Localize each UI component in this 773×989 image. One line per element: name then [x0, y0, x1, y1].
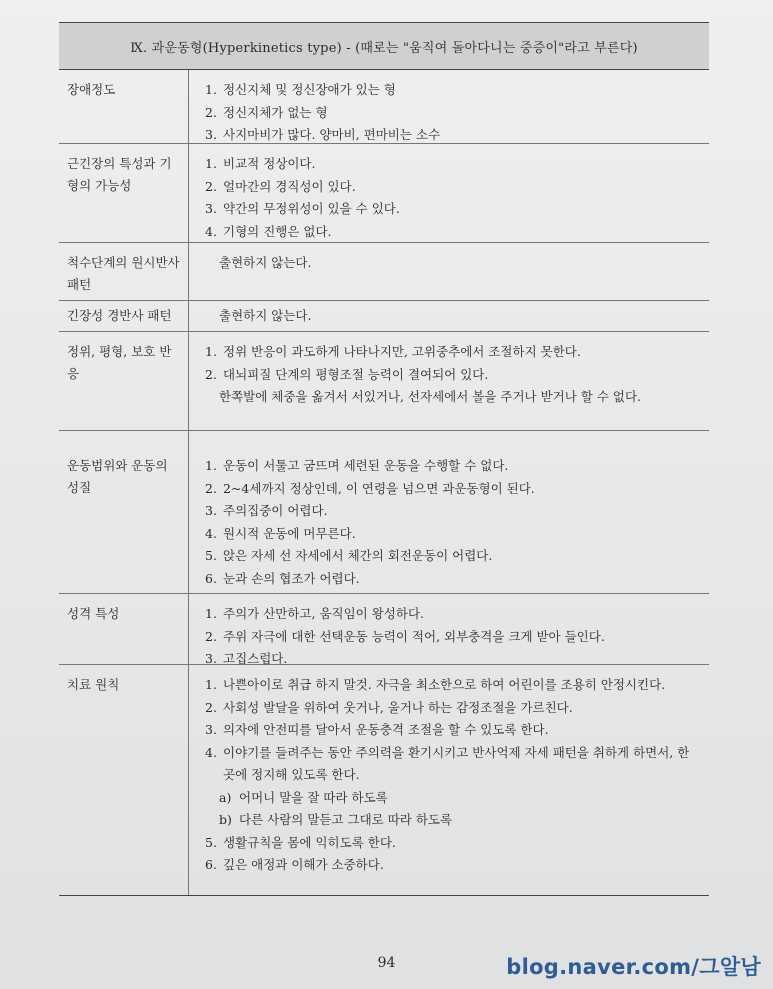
row-label: 장애정도 [59, 70, 189, 143]
item-text: 정신지체가 없는 형 [223, 104, 328, 120]
row-note: 한쪽발에 체중을 옮겨서 서있거나, 선자세에서 볼을 주거나 받거나 할 수 없다. [219, 389, 642, 404]
item-number: 3. [205, 201, 217, 216]
list-item [205, 626, 703, 649]
item-text: 눈과 손의 협조가 어렵다. [223, 570, 360, 586]
item-number: b) [219, 812, 232, 827]
item-number: 5. [205, 834, 217, 850]
item-text: 정위 반응이 과도하게 나타나지만, 고위중추에서 조절하지 못한다. [223, 344, 581, 359]
row-content [189, 332, 709, 430]
item-text: 의자에 안전띠를 달아서 운동충격 조절을 할 수 있도록 한다. [223, 722, 549, 737]
list-item [205, 674, 703, 697]
list-item [205, 102, 703, 125]
list-item [205, 500, 703, 523]
item-number: 2. [205, 104, 217, 120]
item-number: 5. [205, 548, 217, 563]
table-row [59, 431, 709, 594]
row-content [189, 431, 709, 593]
list-item [205, 364, 703, 387]
item-number: 3. [205, 503, 217, 518]
item-number: 3. [205, 127, 217, 142]
item-number: 1. [205, 458, 217, 473]
item-number: 1. [205, 156, 217, 171]
row-label: 척수단계의 원시반사 패턴 [59, 243, 189, 300]
item-text: 앉은 자세 선 자세에서 체간의 회전운동이 어렵다. [223, 548, 493, 563]
row-content [189, 594, 709, 664]
item-number: a) [219, 789, 232, 805]
watermark: blog.naver.com/그알남 [506, 955, 761, 979]
list-item [205, 176, 703, 199]
item-text: 나쁜아이로 취급 하지 말것. 자극을 최소한으로 하여 어린이를 조용히 안정시킨다. [223, 677, 666, 692]
row-text: 출현하지 않는다. [219, 308, 312, 323]
row-label: 근긴장의 특성과 기형의 가능성 [59, 144, 189, 242]
list-item [205, 603, 703, 626]
list-item [205, 478, 703, 501]
item-text: 기형의 진행은 없다. [223, 223, 332, 239]
table-header [59, 23, 709, 70]
item-text: 정신지체 및 정신장애가 있는 형 [223, 82, 396, 97]
list-item [205, 221, 703, 244]
row-content [189, 665, 709, 895]
item-number: 2. [205, 699, 217, 715]
item-number: 6. [205, 570, 217, 586]
item-text: 어머니 말을 잘 따라 하도록 [239, 789, 388, 805]
list-item [205, 523, 703, 546]
item-text: 깊은 애정과 이해가 소중하다. [223, 857, 384, 872]
item-number: 4. [205, 223, 217, 239]
item-number: 3. [205, 722, 217, 737]
item-number: 2. [205, 480, 217, 496]
table-row [59, 332, 709, 431]
list-item [205, 832, 703, 855]
table-row [59, 594, 709, 665]
item-text: 이야기를 들려주는 동안 주의력을 환기시키고 반사억제 자세 패턴을 취하게 하면서, 한 곳에 정지해 있도록 한다. [223, 744, 690, 782]
item-text: 약간의 무정위성이 있을 수 있다. [223, 201, 400, 216]
item-number: 3. [205, 651, 217, 666]
item-text: 생활규칙을 몸에 익히도록 한다. [223, 834, 396, 850]
list-item [205, 568, 703, 591]
table-row [59, 243, 709, 301]
table-row [59, 301, 709, 332]
list-item [205, 341, 703, 364]
row-content [189, 144, 709, 242]
list-item [205, 153, 703, 176]
row-content [189, 70, 709, 143]
item-text: 비교적 정상이다. [223, 156, 316, 171]
item-number: 2. [205, 178, 217, 194]
list-item [205, 79, 703, 102]
list-item [205, 854, 703, 877]
item-text: 고집스럽다. [223, 651, 288, 666]
table-title: Ⅸ. 과운동형(Hyperkinetics type) - (때로는 "움직여 돌아다니는 중증이"라고 부른다) [130, 40, 638, 56]
row-label: 운동범위와 운동의 성질 [59, 431, 189, 593]
item-number: 4. [205, 525, 217, 541]
row-label: 성격 특성 [59, 594, 189, 664]
sub-item [205, 787, 703, 810]
item-number: 2. [205, 628, 217, 644]
item-text: 주위 자극에 대한 선택운동 능력이 적어, 외부충격을 크게 받아 들인다. [223, 628, 605, 644]
item-number: 6. [205, 857, 217, 872]
list-item [205, 545, 703, 568]
item-text: 2~4세까지 정상인데, 이 연령을 넘으면 과운동형이 된다. [223, 480, 535, 496]
row-content [189, 301, 709, 331]
item-text: 대뇌피질 단계의 평형조절 능력이 결여되어 있다. [223, 366, 489, 382]
item-text: 원시적 운동에 머무른다. [223, 525, 356, 541]
row-content [189, 243, 709, 300]
row-label: 긴장성 경반사 패턴 [59, 301, 189, 331]
item-text: 사회성 발달을 위하여 웃거나, 울거나 하는 감정조절을 가르친다. [223, 699, 573, 715]
item-number: 1. [205, 677, 217, 692]
list-item [205, 455, 703, 478]
row-label: 치료 원칙 [59, 665, 189, 895]
item-number: 1. [205, 82, 217, 97]
page-number: 94 [377, 955, 396, 971]
item-text: 다른 사람의 말듣고 그대로 따라 하도록 [239, 812, 453, 827]
table-row [59, 665, 709, 895]
item-text: 운동이 서툴고 굼뜨며 세련된 운동을 수행할 수 없다. [223, 458, 509, 473]
list-item [205, 697, 703, 720]
table-row [59, 144, 709, 243]
sub-item [205, 809, 703, 832]
item-text: 얼마간의 경직성이 있다. [223, 178, 356, 194]
table-row [59, 70, 709, 144]
list-item [205, 198, 703, 221]
item-number: 1. [205, 344, 217, 359]
list-item [205, 742, 703, 787]
row-text: 출현하지 않는다. [219, 255, 312, 270]
list-item [205, 719, 703, 742]
info-table [59, 22, 709, 896]
item-text: 사지마비가 많다. 양마비, 편마비는 소수 [223, 127, 441, 142]
item-number: 2. [205, 366, 217, 382]
row-label: 정위, 평형, 보호 반응 [59, 332, 189, 430]
item-text: 주의가 산만하고, 움직임이 왕성하다. [223, 606, 424, 621]
item-number: 4. [205, 744, 217, 760]
item-number: 1. [205, 606, 217, 621]
item-text: 주의집중이 어렵다. [223, 503, 328, 518]
